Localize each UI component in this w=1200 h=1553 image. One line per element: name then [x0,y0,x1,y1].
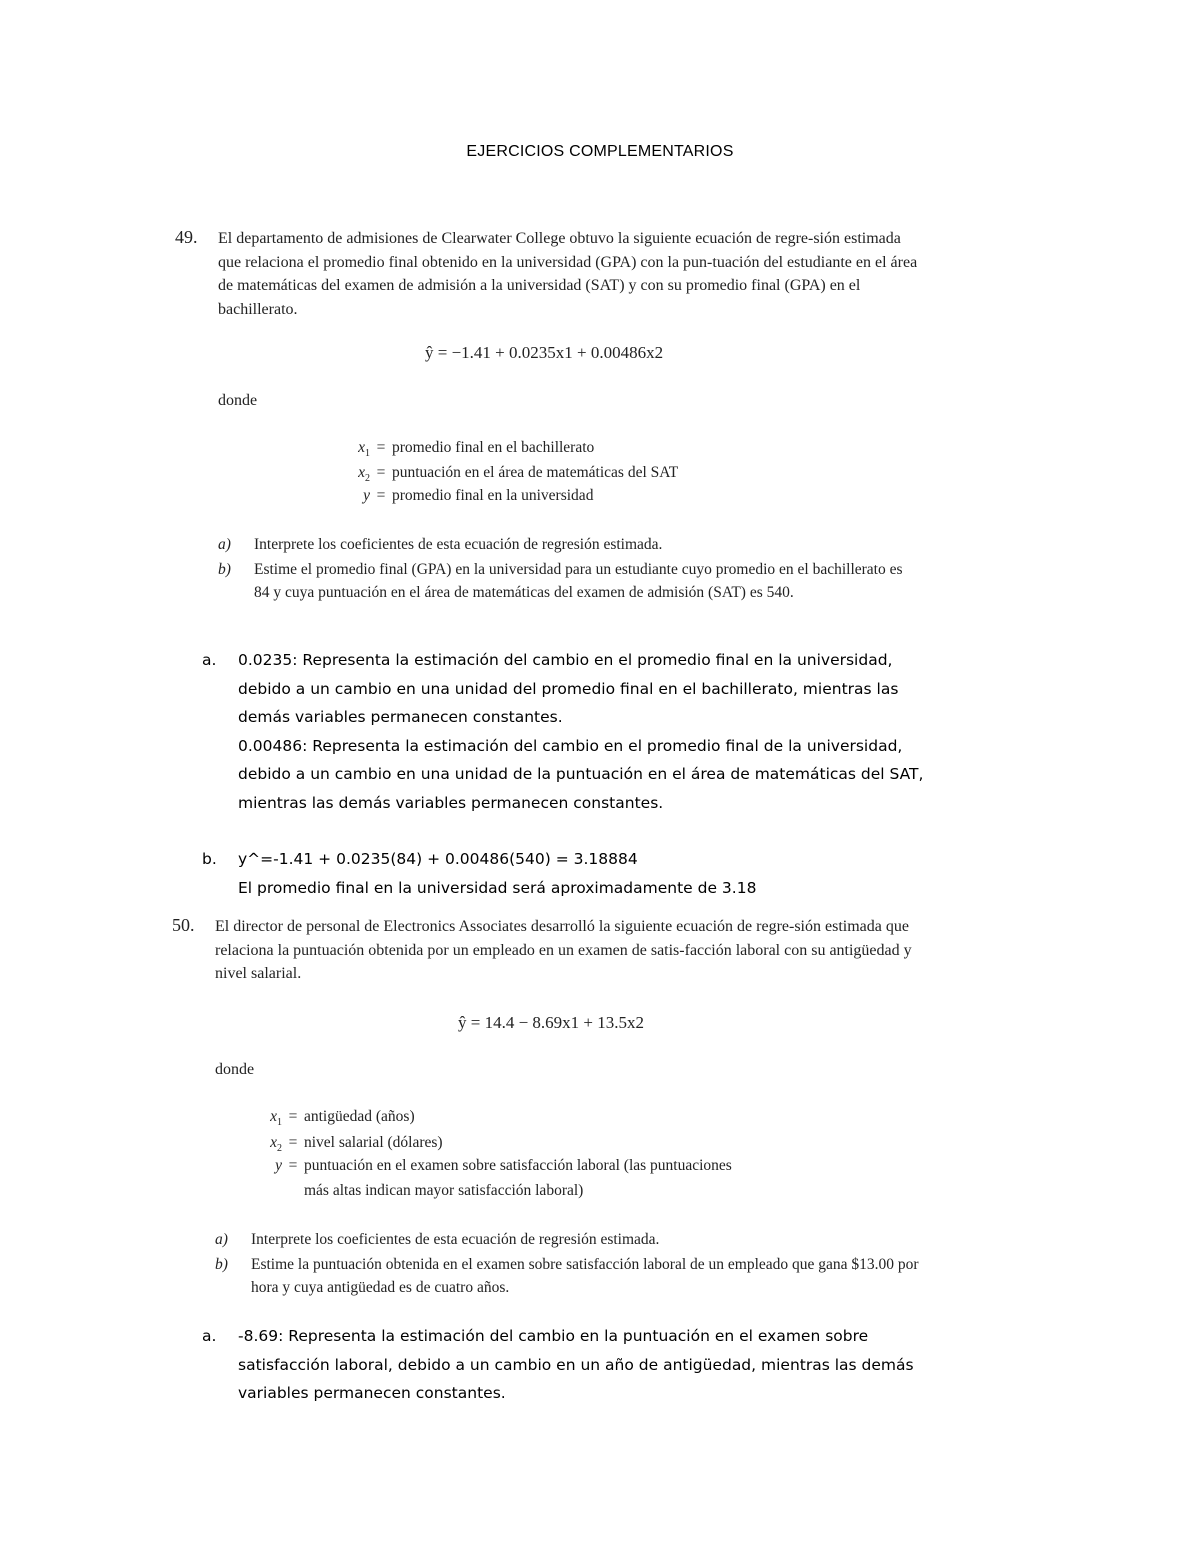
exercise-49-def-y: y = promedio final en la universidad [320,487,593,505]
answer-line: debido a un cambio en una unidad del promedio final en el bachillerato, mientras las [238,679,899,698]
answer-50-a [202,1322,1062,1408]
page-title: EJERCICIOS COMPLEMENTARIOS [466,143,734,160]
exercise-49-question-b [218,558,918,604]
question-label: a) [218,536,231,553]
answer-label: b. [202,850,217,868]
exercise-50-question-a [215,1228,935,1251]
answer-line: 0.0235: Representa la estimación del cambio en el promedio final en la universidad, [238,651,893,669]
def-var: $x_2$ [270,1134,282,1155]
answer-49-a [202,646,1062,817]
exercise-50-def-x2: $x_2$ = nivel salarial (dólares) [232,1134,443,1154]
exercise-49-def-x2: $x_2$ = puntuación en el área de matemáticas del SAT [320,464,678,484]
answer-line: y^=-1.41 + 0.0235(84) + 0.00486(540) = 3.18884 [238,850,638,868]
def-var: y [363,487,370,504]
exercise-49-question-a [218,533,918,556]
def-text: nivel salarial (dólares) [304,1134,443,1151]
question-text: Estime el promedio final (GPA) en la universidad para un estudiante cuyo promedio en el bachillerato es 84 y cuya puntuación en el área de matemáticas del examen de admisión (SAT) es 540. [254,561,903,601]
answer-line: 0.00486: Representa la estimación del cambio en el promedio final de la universidad, [238,736,903,755]
answer-line: variables permanecen constantes. [238,1384,506,1402]
def-text: más altas indican mayor satisfacción laboral) [304,1182,584,1199]
def-var: y [275,1157,282,1174]
question-text: Estime la puntuación obtenida en el examen sobre satisfacción laboral de un empleado que gana $13.00 por hora y cuya antigüedad es de cuatro años. [251,1256,919,1296]
question-label: b) [215,1256,228,1273]
def-var: $x_1$ [270,1108,282,1129]
def-text: puntuación en el área de matemáticas del SAT [392,464,679,481]
exercise-49-def-x1: $x_1$ = promedio final en el bachillerato [320,439,594,459]
exercise-49-intro: El departamento de admisiones de Clearwater College obtuvo la siguiente ecuación de regre-sión estimada que relaciona el promedio final obtenido en la universidad (GPA) con la pun-tuación del estudiante en el área de matemáticas del examen de admisión a la universidad (SAT) y con su promedio final (GPA) en el bachillerato. [218,230,918,318]
exercise-50-equation: ŷ = 14.4 − 8.69x1 + 13.5x2 [458,1013,645,1032]
answer-line: -8.69: Representa la estimación del cambio en la puntuación en el examen sobre [238,1327,869,1345]
question-text: Interprete los coeficientes de esta ecuación de regresión estimada. [254,536,663,553]
exercise-50-number: 50. [172,915,195,935]
def-var: $x_1$ [358,439,370,460]
question-label: a) [215,1231,228,1248]
def-text: promedio final en el bachillerato [392,439,595,456]
exercise-50-question-b [215,1253,935,1299]
def-text: puntuación en el examen sobre satisfacción laboral (las puntuaciones [304,1157,732,1174]
answer-line: debido a un cambio en una unidad de la puntuación en el área de matemáticas del SAT, [238,765,924,783]
exercise-49-equation: ŷ = −1.41 + 0.0235x1 + 0.00486x2 [425,343,664,362]
answer-line: El promedio final en la universidad será aproximadamente de 3.18 [238,878,757,897]
def-text: antigüedad (años) [304,1108,415,1125]
exercise-50-intro: El director de personal de Electronics Associates desarrolló la siguiente ecuación de regre-sión estimada que relaciona la puntuación obtenida por un empleado en un examen de satis-facción laboral con su antigüedad y nivel salarial. [215,918,912,982]
def-text: promedio final en la universidad [392,487,594,504]
exercise-50-def-y: y = puntuación en el examen sobre satisfacción laboral (las puntuaciones [232,1157,732,1175]
question-text: Interprete los coeficientes de esta ecuación de regresión estimada. [251,1231,660,1248]
answer-label: a. [202,1327,217,1345]
exercise-49-donde: donde [218,392,258,409]
answer-line: satisfacción laboral, debido a un cambio en un año de antigüedad, mientras las demás [238,1355,914,1374]
answer-49-b [202,845,1062,902]
answer-line: mientras las demás variables permanecen constantes. [238,793,664,812]
answer-line: demás variables permanecen constantes. [238,708,563,726]
question-label: b) [218,561,231,578]
exercise-50-def-x1: $x_1$ = antigüedad (años) [232,1108,415,1128]
exercise-50-donde: donde [215,1061,255,1078]
exercise-50-def-y-continued [232,1182,583,1200]
exercise-49-number: 49. [175,227,198,247]
answer-label: a. [202,651,217,669]
def-var: $x_2$ [358,464,370,485]
